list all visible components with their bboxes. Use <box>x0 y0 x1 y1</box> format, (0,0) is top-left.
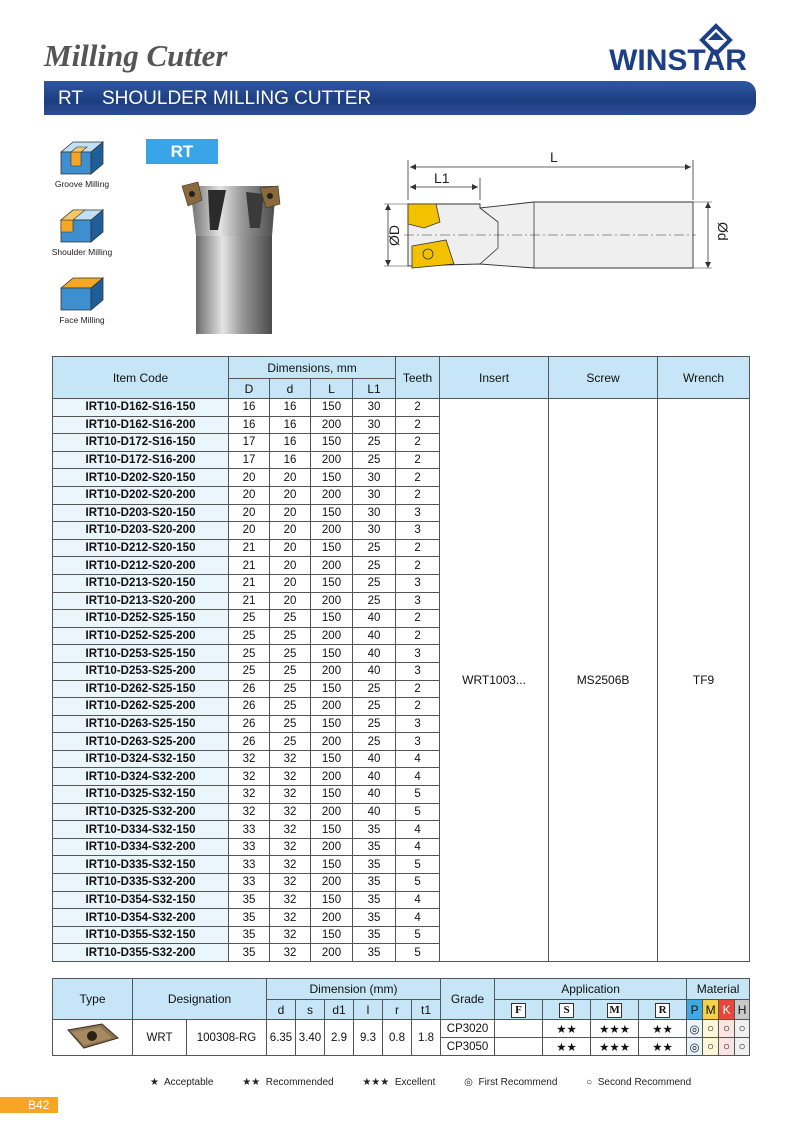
insert-t1: 1.8 <box>412 1020 441 1056</box>
dim-d-cell: 32 <box>270 803 311 821</box>
dim-L1-cell: 30 <box>353 486 396 504</box>
teeth-cell: 2 <box>396 486 440 504</box>
grade-name: CP3050 <box>441 1038 495 1056</box>
dim-L1-cell: 25 <box>353 539 396 557</box>
header-dim-l: l <box>354 1000 383 1020</box>
item-code-cell: IRT10-D262-S25-150 <box>53 680 229 698</box>
teeth-cell: 2 <box>396 610 440 628</box>
item-code-cell: IRT10-D334-S32-150 <box>53 821 229 839</box>
dim-d-cell: 32 <box>270 821 311 839</box>
dim-L-cell: 150 <box>311 680 353 698</box>
teeth-cell: 4 <box>396 838 440 856</box>
mat-K: ○ <box>719 1038 735 1056</box>
header-item-code: Item Code <box>53 357 229 399</box>
dim-D-cell: 26 <box>229 733 270 751</box>
item-code-cell: IRT10-D162-S16-150 <box>53 399 229 417</box>
dim-d-cell: 25 <box>270 733 311 751</box>
dim-L1-cell: 40 <box>353 750 396 768</box>
item-code-cell: IRT10-D354-S32-200 <box>53 909 229 927</box>
header-screw: Screw <box>549 357 658 399</box>
dim-L-cell: 200 <box>311 416 353 434</box>
dimension-drawing <box>368 142 740 278</box>
groove-milling-icon <box>55 138 109 178</box>
teeth-cell: 5 <box>396 856 440 874</box>
dim-L-cell: 200 <box>311 486 353 504</box>
insert-r: 0.8 <box>383 1020 412 1056</box>
dim-D-cell: 25 <box>229 610 270 628</box>
header-application: Application <box>495 979 687 1000</box>
dim-L-cell: 150 <box>311 539 353 557</box>
dim-L1-cell: 25 <box>353 451 396 469</box>
dim-D-cell: 20 <box>229 522 270 540</box>
banner-name: SHOULDER MILLING CUTTER <box>102 88 372 109</box>
dim-D-cell: 20 <box>229 504 270 522</box>
item-code-cell: IRT10-D213-S20-200 <box>53 592 229 610</box>
insert-photo <box>62 1020 124 1052</box>
dim-D-cell: 25 <box>229 645 270 663</box>
mat-P: ◎ <box>687 1038 703 1056</box>
page-tag <box>0 1097 58 1113</box>
dim-L-cell: 150 <box>311 891 353 909</box>
dim-L-cell: 200 <box>311 909 353 927</box>
item-code-cell: IRT10-D172-S16-200 <box>53 451 229 469</box>
header-material: Material <box>687 979 750 1000</box>
dim-L1-cell: 25 <box>353 574 396 592</box>
section-banner <box>44 81 756 115</box>
dim-d-cell: 25 <box>270 610 311 628</box>
legend-item: ◎ First Recommend <box>464 1077 558 1088</box>
mat-M: ○ <box>703 1020 719 1038</box>
dim-d-cell: 20 <box>270 557 311 575</box>
operation-shoulder <box>48 206 116 257</box>
header-material-H: H <box>735 1000 750 1020</box>
item-code-cell: IRT10-D203-S20-200 <box>53 522 229 540</box>
specification-table <box>52 356 750 962</box>
dim-L1-cell: 25 <box>353 557 396 575</box>
dim-L1-cell: 35 <box>353 909 396 927</box>
header-dimensions: Dimensions, mm <box>229 357 396 379</box>
dim-D-cell: 35 <box>229 944 270 962</box>
header-material-P: P <box>687 1000 703 1020</box>
dim-L1-cell: 30 <box>353 416 396 434</box>
dim-d-cell: 20 <box>270 469 311 487</box>
item-code-cell: IRT10-D325-S32-200 <box>53 803 229 821</box>
item-code-cell: IRT10-D263-S25-150 <box>53 715 229 733</box>
dim-L1-cell: 35 <box>353 821 396 839</box>
dim-d: Ød <box>715 222 731 241</box>
dim-L-cell: 150 <box>311 821 353 839</box>
dim-L1-cell: 25 <box>353 733 396 751</box>
header-D: D <box>229 379 270 399</box>
dim-L-cell: 200 <box>311 451 353 469</box>
dim-D-cell: 25 <box>229 627 270 645</box>
teeth-cell: 2 <box>396 680 440 698</box>
dim-D-cell: 35 <box>229 926 270 944</box>
legend-item: ★★ Recommended <box>242 1077 334 1088</box>
dim-L-cell: 200 <box>311 874 353 892</box>
teeth-cell: 5 <box>396 874 440 892</box>
teeth-cell: 5 <box>396 803 440 821</box>
dim-D-cell: 17 <box>229 434 270 452</box>
insert-photo-cell <box>53 1020 133 1056</box>
page-title: Milling Cutter <box>44 38 228 73</box>
dim-D-cell: 32 <box>229 803 270 821</box>
dim-d-cell: 25 <box>270 645 311 663</box>
teeth-cell: 2 <box>396 416 440 434</box>
screw-cell: MS2506B <box>549 399 658 962</box>
teeth-cell: 4 <box>396 821 440 839</box>
dim-L1-cell: 40 <box>353 610 396 628</box>
insert-d: 6.35 <box>267 1020 296 1056</box>
dim-d-cell: 16 <box>270 399 311 417</box>
dim-L-cell: 200 <box>311 698 353 716</box>
teeth-cell: 3 <box>396 645 440 663</box>
dim-d-cell: 16 <box>270 434 311 452</box>
header-material-K: K <box>719 1000 735 1020</box>
dim-L1-cell: 35 <box>353 856 396 874</box>
dim-D-cell: 20 <box>229 486 270 504</box>
header-app-F: F <box>495 1000 543 1020</box>
app-S: ★★ <box>543 1020 591 1038</box>
dim-L1-cell: 40 <box>353 645 396 663</box>
app-S: ★★ <box>543 1038 591 1056</box>
teeth-cell: 5 <box>396 944 440 962</box>
dim-D-cell: 26 <box>229 698 270 716</box>
item-code-cell: IRT10-D172-S16-150 <box>53 434 229 452</box>
dim-L-cell: 200 <box>311 803 353 821</box>
dim-d-cell: 32 <box>270 838 311 856</box>
teeth-cell: 3 <box>396 522 440 540</box>
dim-D-cell: 25 <box>229 662 270 680</box>
dim-D: ØD <box>386 225 402 246</box>
teeth-cell: 3 <box>396 574 440 592</box>
dim-D-cell: 32 <box>229 768 270 786</box>
item-code-cell: IRT10-D355-S32-150 <box>53 926 229 944</box>
insert-grade-table <box>52 978 750 1056</box>
header-d: d <box>270 379 311 399</box>
item-code-cell: IRT10-D355-S32-200 <box>53 944 229 962</box>
dim-d-cell: 32 <box>270 786 311 804</box>
dim-L1-cell: 40 <box>353 768 396 786</box>
header-designation: Designation <box>133 979 267 1020</box>
dim-L-cell: 150 <box>311 574 353 592</box>
table-row <box>53 399 750 417</box>
header-app-S: S <box>543 1000 591 1020</box>
dim-L-cell: 200 <box>311 522 353 540</box>
app-M: ★★★ <box>591 1020 639 1038</box>
banner-code: RT <box>58 88 83 109</box>
dim-L-cell: 200 <box>311 627 353 645</box>
dim-L-cell: 200 <box>311 944 353 962</box>
dim-L-cell: 150 <box>311 926 353 944</box>
teeth-cell: 4 <box>396 909 440 927</box>
dim-D-cell: 21 <box>229 539 270 557</box>
item-code-cell: IRT10-D325-S32-150 <box>53 786 229 804</box>
teeth-cell: 2 <box>396 399 440 417</box>
shoulder-milling-icon <box>55 206 109 246</box>
item-code-cell: IRT10-D202-S20-200 <box>53 486 229 504</box>
dim-D-cell: 21 <box>229 557 270 575</box>
teeth-cell: 4 <box>396 750 440 768</box>
header-material-M: M <box>703 1000 719 1020</box>
dim-L1-cell: 25 <box>353 698 396 716</box>
item-code-cell: IRT10-D324-S32-150 <box>53 750 229 768</box>
header-app-M: M <box>591 1000 639 1020</box>
dim-d-cell: 25 <box>270 627 311 645</box>
item-code-cell: IRT10-D334-S32-200 <box>53 838 229 856</box>
insert-s: 3.40 <box>296 1020 325 1056</box>
dim-d-cell: 25 <box>270 715 311 733</box>
item-code-cell: IRT10-D252-S25-150 <box>53 610 229 628</box>
teeth-cell: 3 <box>396 504 440 522</box>
insert-cell: WRT1003... <box>440 399 549 962</box>
header-dim-t1: t1 <box>412 1000 441 1020</box>
dim-L-cell: 200 <box>311 592 353 610</box>
legend-item: ○ Second Recommend <box>586 1077 692 1088</box>
dim-D-cell: 35 <box>229 909 270 927</box>
teeth-cell: 3 <box>396 592 440 610</box>
header-teeth: Teeth <box>396 357 440 399</box>
item-code-cell: IRT10-D324-S32-200 <box>53 768 229 786</box>
dim-D-cell: 20 <box>229 469 270 487</box>
dim-L-cell: 200 <box>311 838 353 856</box>
teeth-cell: 2 <box>396 539 440 557</box>
dim-L-cell: 150 <box>311 715 353 733</box>
item-code-cell: IRT10-D262-S25-200 <box>53 698 229 716</box>
dim-L1-cell: 30 <box>353 399 396 417</box>
dim-d-cell: 20 <box>270 522 311 540</box>
legend-item: ★ Acceptable <box>150 1077 214 1088</box>
item-code-cell: IRT10-D253-S25-150 <box>53 645 229 663</box>
teeth-cell: 2 <box>396 434 440 452</box>
item-code-cell: IRT10-D212-S20-150 <box>53 539 229 557</box>
dim-L-cell: 150 <box>311 786 353 804</box>
app-R: ★★ <box>639 1038 687 1056</box>
app-M: ★★★ <box>591 1038 639 1056</box>
page-number: B42 <box>28 1098 50 1112</box>
teeth-cell: 2 <box>396 698 440 716</box>
mat-K: ○ <box>719 1020 735 1038</box>
header-dim-r: r <box>383 1000 412 1020</box>
operation-groove <box>48 138 116 189</box>
item-code-cell: IRT10-D202-S20-150 <box>53 469 229 487</box>
header-type: Type <box>53 979 133 1020</box>
dim-d-cell: 20 <box>270 574 311 592</box>
item-code-cell: IRT10-D212-S20-200 <box>53 557 229 575</box>
item-code-cell: IRT10-D213-S20-150 <box>53 574 229 592</box>
dim-L-cell: 150 <box>311 399 353 417</box>
dim-d-cell: 20 <box>270 592 311 610</box>
dim-D-cell: 32 <box>229 786 270 804</box>
dim-D-cell: 16 <box>229 416 270 434</box>
teeth-cell: 4 <box>396 768 440 786</box>
dim-L1-cell: 35 <box>353 926 396 944</box>
dim-L1-cell: 30 <box>353 469 396 487</box>
dim-L1-cell: 25 <box>353 680 396 698</box>
mat-H: ○ <box>735 1020 750 1038</box>
dim-L-cell: 150 <box>311 434 353 452</box>
dim-d-cell: 32 <box>270 750 311 768</box>
operation-label: Shoulder Milling <box>51 247 113 257</box>
operation-label: Groove Milling <box>54 179 110 189</box>
product-label: RT <box>146 139 218 164</box>
dim-L1-cell: 30 <box>353 522 396 540</box>
operation-face <box>48 274 116 325</box>
dim-L1-cell: 35 <box>353 891 396 909</box>
dim-L-cell: 150 <box>311 610 353 628</box>
dim-d-cell: 25 <box>270 698 311 716</box>
insert-l: 9.3 <box>354 1020 383 1056</box>
header-app-R: R <box>639 1000 687 1020</box>
dim-D-cell: 33 <box>229 838 270 856</box>
item-code-cell: IRT10-D253-S25-200 <box>53 662 229 680</box>
dim-L-cell: 200 <box>311 768 353 786</box>
item-code-cell: IRT10-D252-S25-200 <box>53 627 229 645</box>
dim-D-cell: 26 <box>229 715 270 733</box>
teeth-cell: 3 <box>396 733 440 751</box>
dim-d-cell: 32 <box>270 856 311 874</box>
app-F <box>495 1020 543 1038</box>
header-dim-s: s <box>296 1000 325 1020</box>
dim-d-cell: 20 <box>270 504 311 522</box>
header-wrench: Wrench <box>658 357 750 399</box>
teeth-cell: 3 <box>396 715 440 733</box>
insert-designation: 100308-RG <box>187 1020 267 1056</box>
teeth-cell: 2 <box>396 451 440 469</box>
dim-L1-cell: 35 <box>353 838 396 856</box>
dim-L1-cell: 25 <box>353 434 396 452</box>
dim-d-cell: 32 <box>270 874 311 892</box>
cutter-photo <box>168 172 294 334</box>
insert-type: WRT <box>133 1020 187 1056</box>
item-code-cell: IRT10-D263-S25-200 <box>53 733 229 751</box>
dim-L1-cell: 40 <box>353 627 396 645</box>
dim-D-cell: 32 <box>229 750 270 768</box>
dim-L-cell: 150 <box>311 856 353 874</box>
wrench-cell: TF9 <box>658 399 750 962</box>
header-grade: Grade <box>441 979 495 1020</box>
dim-d-cell: 32 <box>270 909 311 927</box>
legend-item: ★★★ Excellent <box>362 1077 436 1088</box>
mat-M: ○ <box>703 1038 719 1056</box>
dim-L-cell: 150 <box>311 645 353 663</box>
dim-L1-cell: 40 <box>353 786 396 804</box>
dim-d-cell: 25 <box>270 662 311 680</box>
dim-L1-cell: 40 <box>353 662 396 680</box>
teeth-cell: 4 <box>396 891 440 909</box>
dim-D-cell: 33 <box>229 856 270 874</box>
face-milling-icon <box>55 274 109 314</box>
header-L: L <box>311 379 353 399</box>
item-code-cell: IRT10-D335-S32-200 <box>53 874 229 892</box>
dim-d-cell: 25 <box>270 680 311 698</box>
dim-d-cell: 32 <box>270 944 311 962</box>
dim-L-cell: 150 <box>311 750 353 768</box>
logo-text: WINSTAR <box>609 44 747 77</box>
dim-d-cell: 20 <box>270 539 311 557</box>
dim-d-cell: 32 <box>270 768 311 786</box>
dim-D-cell: 26 <box>229 680 270 698</box>
dim-d-cell: 32 <box>270 926 311 944</box>
dim-d-cell: 16 <box>270 416 311 434</box>
header-insert: Insert <box>440 357 549 399</box>
dim-L-cell: 200 <box>311 662 353 680</box>
mat-P: ◎ <box>687 1020 703 1038</box>
dim-D-cell: 35 <box>229 891 270 909</box>
dim-L-cell: 200 <box>311 733 353 751</box>
dim-L: L <box>550 149 558 165</box>
dim-L-cell: 150 <box>311 504 353 522</box>
app-R: ★★ <box>639 1020 687 1038</box>
dim-d-cell: 16 <box>270 451 311 469</box>
item-code-cell: IRT10-D162-S16-200 <box>53 416 229 434</box>
dim-D-cell: 33 <box>229 874 270 892</box>
dim-L1-cell: 35 <box>353 944 396 962</box>
dim-L1-cell: 25 <box>353 592 396 610</box>
item-code-cell: IRT10-D354-S32-150 <box>53 891 229 909</box>
teeth-cell: 3 <box>396 662 440 680</box>
dim-D-cell: 17 <box>229 451 270 469</box>
insert-d1: 2.9 <box>325 1020 354 1056</box>
teeth-cell: 5 <box>396 786 440 804</box>
dim-L-cell: 200 <box>311 557 353 575</box>
dim-D-cell: 21 <box>229 574 270 592</box>
teeth-cell: 5 <box>396 926 440 944</box>
dim-D-cell: 33 <box>229 821 270 839</box>
header-dim-d: d <box>267 1000 296 1020</box>
dim-L1-cell: 30 <box>353 504 396 522</box>
dim-L1-cell: 25 <box>353 715 396 733</box>
teeth-cell: 2 <box>396 557 440 575</box>
dim-L-cell: 150 <box>311 469 353 487</box>
dim-L1-cell: 35 <box>353 874 396 892</box>
item-code-cell: IRT10-D335-S32-150 <box>53 856 229 874</box>
app-F <box>495 1038 543 1056</box>
header-dimension: Dimension (mm) <box>267 979 441 1000</box>
header-dim-d1: d1 <box>325 1000 354 1020</box>
dim-L1: L1 <box>434 170 450 186</box>
teeth-cell: 2 <box>396 469 440 487</box>
winstar-logo <box>598 18 758 78</box>
dim-d-cell: 32 <box>270 891 311 909</box>
dim-L1-cell: 40 <box>353 803 396 821</box>
legend <box>150 1077 717 1088</box>
dim-d-cell: 20 <box>270 486 311 504</box>
dim-D-cell: 16 <box>229 399 270 417</box>
mat-H: ○ <box>735 1038 750 1056</box>
header-L1: L1 <box>353 379 396 399</box>
grade-name: CP3020 <box>441 1020 495 1038</box>
item-code-cell: IRT10-D203-S20-150 <box>53 504 229 522</box>
teeth-cell: 2 <box>396 627 440 645</box>
operation-label: Face Milling <box>59 315 105 325</box>
dim-D-cell: 21 <box>229 592 270 610</box>
